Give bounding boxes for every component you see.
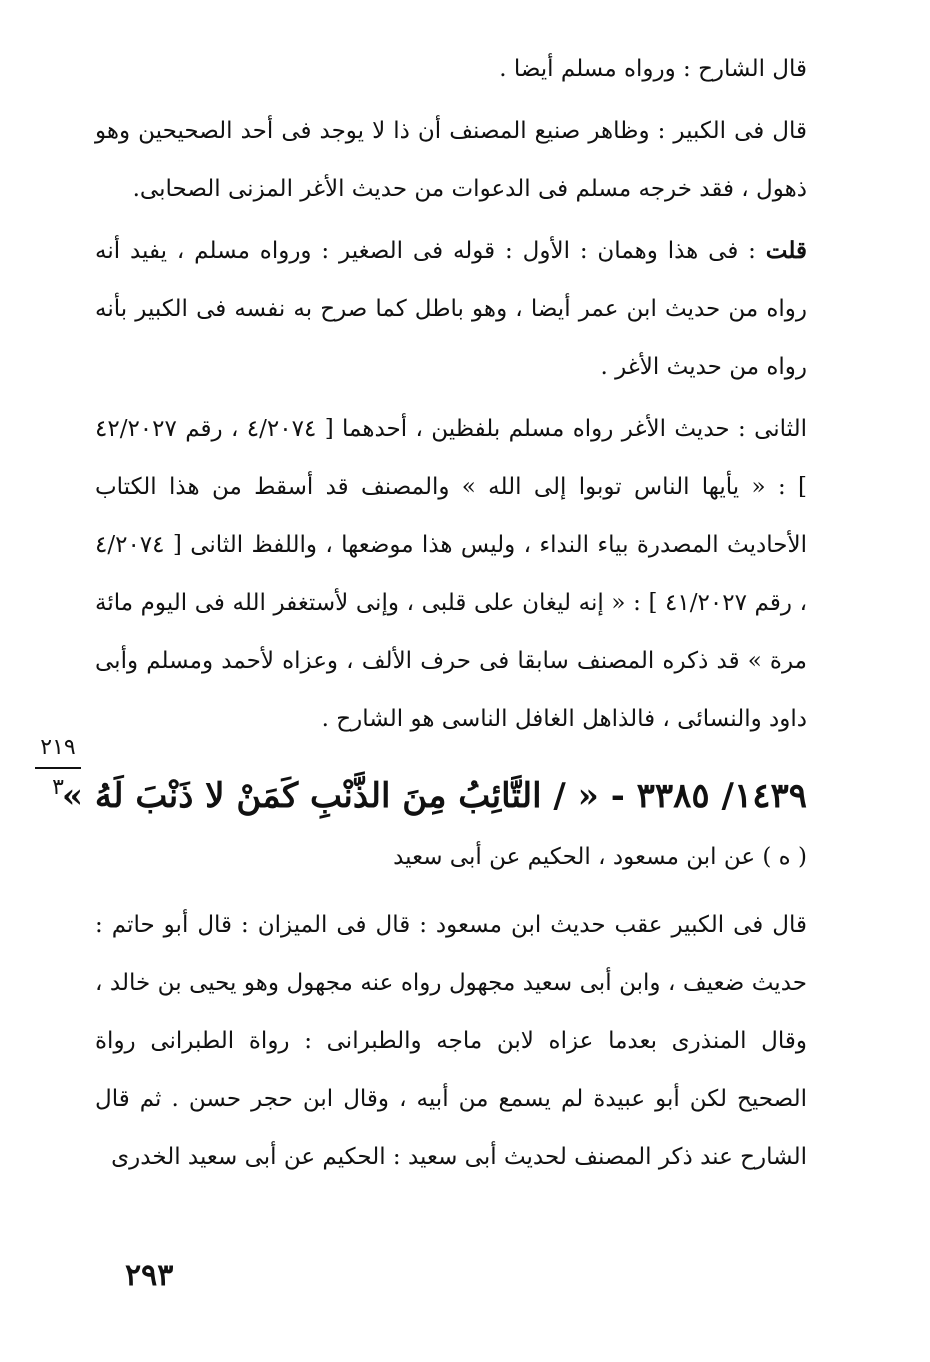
- paragraph-kabir-note: قال فى الكبير : وظاهر صنيع المصنف أن ذا لا يوجد فى أحد الصحيحين وهو ذهول ، فقد خرجه مسلم فى الدعوات من حديث الأغر المزنى الصحابى.: [95, 118, 807, 202]
- margin-reference-divider: [35, 767, 81, 769]
- paragraph-commentator-note: قال الشارح : ورواه مسلم أيضا .: [499, 56, 807, 82]
- margin-reference-volume: ٢١٩: [40, 735, 76, 760]
- page-number: ٢٩٣: [125, 1258, 174, 1293]
- margin-reference: [28, 735, 88, 801]
- page-body: [61, 40, 808, 1186]
- margin-reference-page: ٣: [52, 775, 64, 800]
- paragraph-qultu: [95, 222, 807, 396]
- hadith-source: ( ه ) عن ابن مسعود ، الحكيم عن أبى سعيد: [393, 844, 807, 870]
- qultu-label: قلت: [765, 237, 807, 264]
- paragraph-hadith-commentary: قال فى الكبير عقب حديث ابن مسعود : قال فى الميزان : قال أبو حاتم : حديث ضعيف ، وابن أبى سعيد مجهول رواه عنه مجهول وهو يحيى بن خالد ، وقال المنذرى بعدما عزاه لابن ماجه والطبرانى : رواة الطبرانى رواة الصحيح لكن أبو عبيدة لم يسمع من أبيه ، وقال ابن حجر حسن . ثم قال الشارح عند ذكر المصنف لحديث أبى سعيد : الحكيم عن أبى سعيد الخدرى: [95, 912, 807, 1170]
- qultu-text: : فى هذا وهمان : الأول : قوله فى الصغير : ورواه مسلم ، يفيد أنه رواه من حديث ابن عمر أيضا ، وهو باطل كما صرح به نفسه فى الكبير بأنه رواه من حديث الأغر .: [95, 238, 807, 380]
- hadith-heading: ١٤٣٩/ ٣٣٨٥ - « / التَّائِبُ مِنَ الذَّنْبِ كَمَنْ لا ذَنْبَ لَهُ »: [61, 776, 807, 816]
- paragraph-second-error: الثانى : حديث الأغر رواه مسلم بلفظين ، أحدهما [ ٤/٢٠٧٤ ، رقم ٤٢/٢٠٢٧ ] : « يأيها الناس توبوا إلى الله » والمصنف قد أسقط من هذا الكتاب الأحاديث المصدرة بياء النداء ، وليس هذا موضعها ، واللفظ الثانى [ ٤/٢٠٧٤ ، رقم ٤١/٢٠٢٧ ] : « إنه ليغان على قلبى ، وإنى لأستغفر الله فى اليوم مائة مرة » قد ذكره المصنف سابقا فى حرف الألف ، وعزاه لأحمد ومسلم وأبى داود والنسائى ، فالذاهل الغافل الناسى هو الشارح .: [95, 416, 808, 732]
